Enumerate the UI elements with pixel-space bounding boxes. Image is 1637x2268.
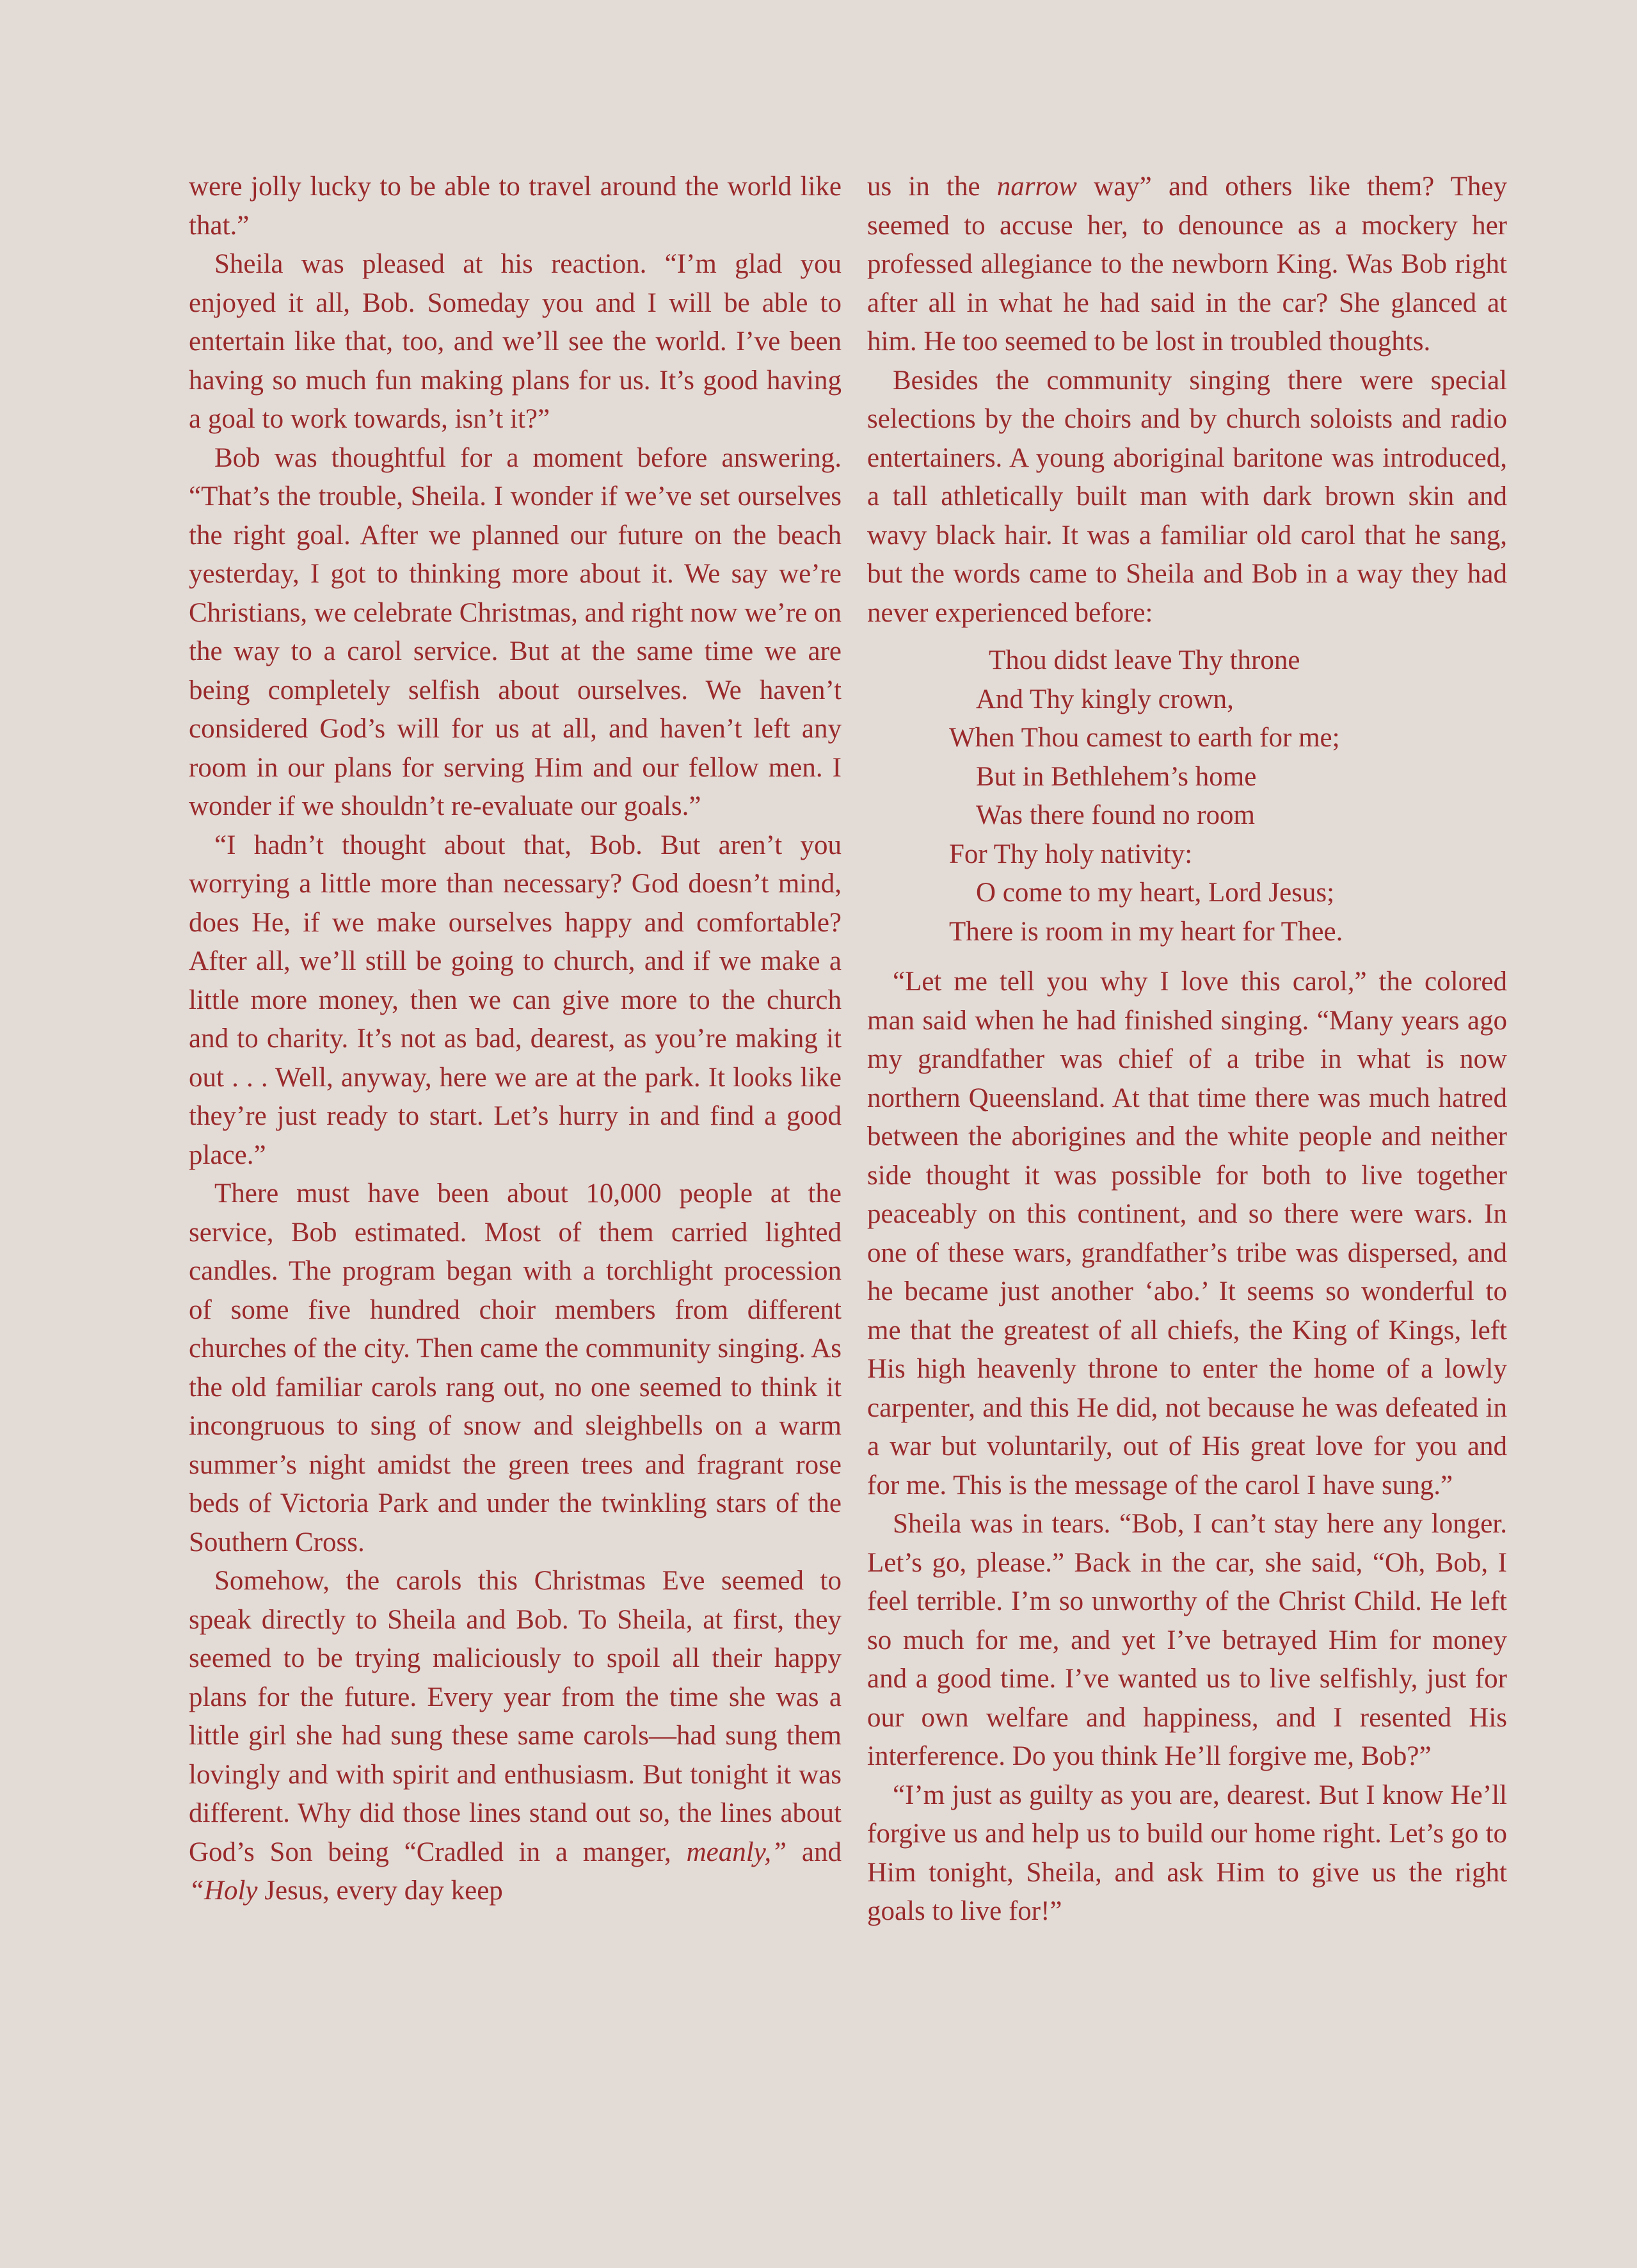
paragraph-p6 xyxy=(189,1562,842,1911)
paragraph-p10 xyxy=(867,1505,1507,1776)
paragraph-p3 xyxy=(189,439,842,826)
right-column-lower-text xyxy=(867,963,1507,1931)
text-run: Jesus, every day keep xyxy=(257,1876,503,1906)
paragraph-p1 xyxy=(189,168,842,245)
paragraph-p9 xyxy=(867,963,1507,1505)
text-run: and xyxy=(787,1837,842,1867)
italic-text: meanly,” xyxy=(686,1837,787,1867)
text-run: were jolly lucky to be able to travel around the world like that.” xyxy=(189,172,842,241)
paragraph-p7 xyxy=(867,168,1507,362)
verse-line: But in Bethlehem’s home xyxy=(976,761,1257,792)
paragraph-p2 xyxy=(189,245,842,439)
carol-verse xyxy=(867,641,1507,951)
verse-line: O come to my heart, Lord Jesus; xyxy=(976,878,1335,908)
verse-line: When Thou camest to earth for me; xyxy=(949,723,1340,753)
right-text-column xyxy=(867,168,1507,1931)
italic-text: narrow xyxy=(996,172,1077,202)
right-column-upper-text xyxy=(867,168,1507,632)
verse-line: For Thy holy nativity: xyxy=(949,839,1193,869)
text-run: “I’m just as guilty as you are, dearest. But I know He’ll forgive us and help us to build our home right. Let’s go to Him tonight, Sheila, and ask Him to give us the right goals to live for!” xyxy=(867,1780,1507,1926)
text-run: Sheila was in tears. “Bob, I can’t stay here any longer. Let’s go, please.” Back in the car, she said, “Oh, Bob, I feel terrible. I’m so unworthy of the Christ Child. He left so much for me, and yet I’ve betrayed Him for money and a good time. I’ve wanted us to live selfishly, just for our own welfare and happiness, and I resented His interference. Do you think He’ll forgive me, Bob?” xyxy=(867,1509,1507,1771)
text-run: us in the xyxy=(867,172,997,202)
text-run: Sheila was pleased at his reaction. “I’m glad you enjoyed it all, Bob. Someday you and I will be able to entertain like that, too, and we’ll see the world. I’ve been having so much fun making plans for us. It’s good having a goal to work towards, isn’t it?” xyxy=(189,249,842,434)
text-run: Bob was thoughtful for a moment before answering. “That’s the trouble, Sheila. I wonder if we’ve set ourselves the right goal. After we planned our future on the beach yesterday, I got to thinking more about it. We say we’re Christians, we celebrate Christmas, and right now we’re on the way to a carol service. But at the same time we are being completely selfish about ourselves. We haven’t considered God’s will for us at all, and haven’t left any room in our plans for serving Him and our fellow men. I wonder if we shouldn’t re-evaluate our goals.” xyxy=(189,442,842,821)
verse-line: Was there found no room xyxy=(976,800,1255,830)
verse-line: And Thy kingly crown, xyxy=(976,684,1234,714)
text-run: Besides the community singing there were special selections by the choirs and by church soloists and radio entertainers. A young aboriginal baritone was introduced, a tall athletically built man with dark brown skin and wavy black hair. It was a familiar old carol that he sang, but the words came to Sheila and Bob in a way they had never experienced before: xyxy=(867,365,1507,628)
paragraph-p11 xyxy=(867,1776,1507,1931)
text-run: “I hadn’t thought about that, Bob. But aren’t you worrying a little more than necessary? God doesn’t mind, does He, if we make ourselves happy and comfortable? After all, we’ll still be going to church, and if we make a little more money, then we can give more to the church and to charity. It’s not as bad, dearest, as you’re making it out . . . Well, anyway, here we are at the park. It looks like they’re just ready to start. Let’s hurry in and find a good place.” xyxy=(189,830,842,1170)
text-run: There must have been about 10,000 people at the service, Bob estimated. Most of them carried lighted candles. The program began with a torchlight procession of some five hundred choir members from different churches of the city. Then came the community singing. As the old familiar carols rang out, no one seemed to think it incongruous to sing of snow and sleighbells on a warm summer’s night amidst the green trees and fragrant rose beds of Victoria Park and under the twinkling stars of the Southern Cross. xyxy=(189,1178,842,1557)
verse-line: Thou didst leave Thy throne xyxy=(989,645,1300,675)
paragraph-p4 xyxy=(189,826,842,1175)
paragraph-p8 xyxy=(867,362,1507,633)
text-run: way” and others like them? They seemed to accuse her, to denounce as a mockery her professed allegiance to the newborn King. Was Bob right after all in what he had said in the car? She glanced at him. He too seemed to be lost in troubled thoughts. xyxy=(867,172,1507,357)
text-run: “Let me tell you why I love this carol,” the colored man said when he had finished singing. “Many years ago my grandfather was chief of a tribe in what is now northern Queensland. At that time there was much hatred between the aborigines and the white people and neither side thought it was possible for both to live together peaceably on this continent, and so there were wars. In one of these wars, grandfather’s tribe was dispersed, and he became just another ‘abo.’ It seems so wonderful to me that the greatest of all chiefs, the King of Kings, left His high heavenly throne to enter the home of a lowly carpenter, and this He did, not because he was defeated in a war but voluntarily, out of His great love for you and for me. This is the message of the carol I have sung.” xyxy=(867,967,1507,1500)
italic-text: “Holy xyxy=(189,1876,258,1906)
verse-line: There is room in my heart for Thee. xyxy=(949,916,1343,947)
paragraph-p5 xyxy=(189,1175,842,1562)
text-run: Somehow, the carols this Christmas Eve seemed to speak directly to Sheila and Bob. To Sheila, at first, they seemed to be trying maliciously to spoil all their happy plans for the future. Every year from the time she was a little girl she had sung these same carols—had sung them lovingly and with spirit and enthusiasm. But tonight it was different. Why did those lines stand out so, the lines about God’s Son being “Cradled in a manger, xyxy=(189,1566,842,1867)
left-text-column xyxy=(189,168,842,1911)
